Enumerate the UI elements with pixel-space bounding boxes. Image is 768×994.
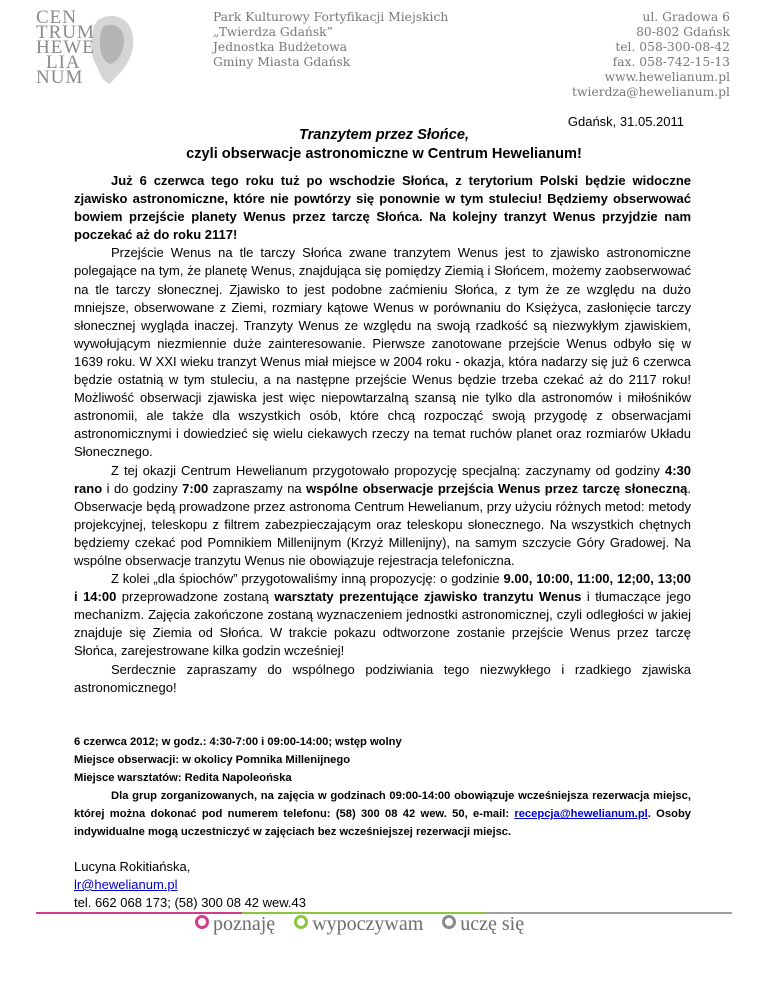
event-info: [74, 733, 691, 842]
paragraph: [74, 462, 691, 571]
bold-text: 9.00, 10:00, 11:00, 12;00, 13;00 i 14:00: [74, 571, 691, 605]
logo-line: CEN: [36, 7, 77, 28]
circle-bullet-icon: [442, 915, 456, 929]
signature-name: Lucyna Rokitiańska,: [74, 859, 191, 874]
title-line-2: czyli obserwacje astronomiczne w Centrum Hewelianum!: [186, 146, 582, 162]
text: i do godziny: [102, 480, 183, 496]
bold-text: 4:30 rano: [74, 462, 691, 496]
contact-block: [572, 10, 730, 100]
slogan-word: poznaję: [213, 913, 276, 935]
footer-slogan: [195, 913, 524, 936]
org-line: Park Kulturowy Fortyfikacji Miejskich: [213, 10, 449, 24]
text: . Osoby indywidualne mogą uczestniczyć w zajęciach bez wcześniejszej rezerwacji miejsc.: [74, 808, 691, 839]
org-line: „Twierdza Gdańsk”: [213, 25, 333, 39]
signature: [74, 858, 306, 912]
document-date: Gdańsk, 31.05.2011: [567, 114, 684, 129]
fax: fax. 058-742-15-13: [612, 55, 730, 69]
address-street: ul. Gradowa 6: [642, 10, 730, 24]
text: Dla grup zorganizowanych, na zajęcia w godzinach 09:00-14:00 obowiązuje wcześniejsza rezerwacja miejsc, której można dokonać pod numerem telefonu: (58) 300 08 42 wew. 50, e-mail:: [74, 790, 691, 821]
paragraph: Przejście Wenus na tle tarczy Słońca zwane tranzytem Wenus jest to zjawisko astronomiczne polegające na tym, że planetę Wenus, znajdująca się pomiędzy Ziemią i Słońcem, możemy zaobserwować na tle tarczy słonecznej. Zjawisko to jest podobne zaćmieniu Słońca, z tym że ze względu na dużo mniejsze, obserwowane z Ziemi, rozmiary kątowe Wenus w porównaniu do Księżyca, zasłonięcie tarczy słonecznej wygląda inaczej. Tranzyty Wenus ze względu na swoją rzadkość są niezwykłym zjawiskiem, wywołującym niezmiennie duże zainteresowanie. Pierwsze zanotowane przejście Wenus odbyło się w 1639 roku. W XXI wieku tranzyt Wenus miał miejsce w 2004 roku - okazja, która nadarzy się już 6 czerwca będzie ostatnią w tym stuleciu, a na następne przejście Wenus będzie trzeba czekać aż do 2117 roku! Możliwość obserwacji zjawiska jest więc niepowtarzalną szansą nie tylko dla astronomów i miłośników astronomii, ale także dla wszystkich osób, które chcą rozpocząć swoją przygodę z obserwacjami astronomicznymi i dowiedzieć się wielu ciekawych rzeczy na temat ruchów planet oraz rozmiarów Układu Słonecznego.: [74, 245, 691, 460]
circle-bullet-icon: [294, 915, 308, 929]
info-line: 6 czerwca 2012; w godz.: 4:30-7:00 i 09:00-14:00; wstęp wolny: [74, 736, 402, 748]
org-line: Gminy Miasta Gdańsk: [213, 55, 351, 69]
logo-line: LIA: [46, 52, 81, 73]
lead-paragraph: Już 6 czerwca tego roku tuż po wschodzie Słońca, z terytorium Polski będzie widoczne zjawisko astronomiczne, które nie powtórzy się ponownie w tym stuleciu! Będziemy obserwować bowiem przejście planety Wenus przez tarczę Słońca. Na kolejny tranzyt Wenus przyjdzie nam poczekać aż do roku 2117!: [74, 173, 691, 243]
logo-line: TRUM: [36, 22, 95, 43]
text: . Obserwacje będą prowadzone przez astronoma Centrum Hewelianum, przy użyciu różnych metod: metody projekcyjnej, teleskopu z filtrem zabezpieczającym oraz teleskopu słonecznego. Na wszystkich chętnych będziemy czekać pod Pomnikiem Millenijnym (Krzyż Millenijny), na samym szczycie Góry Gradowej. Na wspólne obserwacje tranzytu Wenus nie obowiązuje rejestracja telefoniczna.: [74, 480, 692, 568]
organization-block: [213, 10, 448, 70]
document-title: [0, 126, 768, 164]
info-line: Miejsce warsztatów: Redita Napoleońska: [74, 772, 292, 785]
reservation-email-link[interactable]: recepcja@hewelianum.pl: [514, 808, 648, 821]
signature-phone: tel. 662 068 173; (58) 300 08 42 wew.43: [74, 895, 307, 910]
circle-bullet-icon: [195, 915, 209, 929]
phone: tel. 058-300-08-42: [615, 40, 730, 54]
slogan-word: wypoczywam: [312, 913, 424, 935]
address-city: 80-802 Gdańsk: [636, 25, 730, 39]
logo-line: NUM: [36, 67, 84, 88]
text: i tłumaczące jego mechanizm. Zajęcia zakończone zostaną wyznaczeniem jednostki astronomicznej, czyli odległości w jakiej znajduje się Ziemia od Słońca. W trakcie pokazu odtworzone zostanie przejście Wenus przez tarczę Słońca, zarejestrowane kilka godzin wcześniej!: [74, 589, 691, 659]
text: przeprowadzone zostaną: [116, 589, 275, 605]
text: Z tej okazji Centrum Hewelianum przygotowało propozycję specjalną: zaczynamy od godziny: [111, 462, 665, 478]
document-body: [74, 172, 691, 697]
text: Z kolei „dla śpiochów” przygotowaliśmy inną propozycję: o godzinie: [111, 571, 504, 587]
info-line: Miejsce obserwacji: w okolicy Pomnika Millenijnego: [74, 754, 351, 767]
website: www.hewelianum.pl: [604, 70, 730, 84]
title-line-1: Tranzytem przez Słońce,: [298, 127, 470, 143]
reservation-paragraph: [74, 787, 691, 841]
bold-text: 7:00: [182, 480, 209, 496]
text: zapraszamy na: [208, 480, 307, 496]
org-line: Jednostka Budżetowa: [213, 40, 348, 54]
hewelianum-logo: [36, 7, 146, 90]
bold-text: wspólne obserwacje przejścia Wenus przez tarczę słoneczną: [306, 480, 688, 496]
email: twierdza@hewelianum.pl: [572, 85, 730, 99]
bold-text: warsztaty prezentujące zjawisko tranzytu Wenus: [274, 589, 582, 605]
signature-email-link[interactable]: lr@hewelianum.pl: [74, 877, 178, 892]
slogan-word: uczę się: [460, 913, 525, 935]
logo-line: HEWE: [36, 37, 95, 58]
paragraph: Serdecznie zapraszamy do wspólnego podziwiania tego niezwykłego i rzadkiego zjawiska astronomicznego!: [74, 661, 691, 695]
paragraph: [74, 570, 691, 660]
